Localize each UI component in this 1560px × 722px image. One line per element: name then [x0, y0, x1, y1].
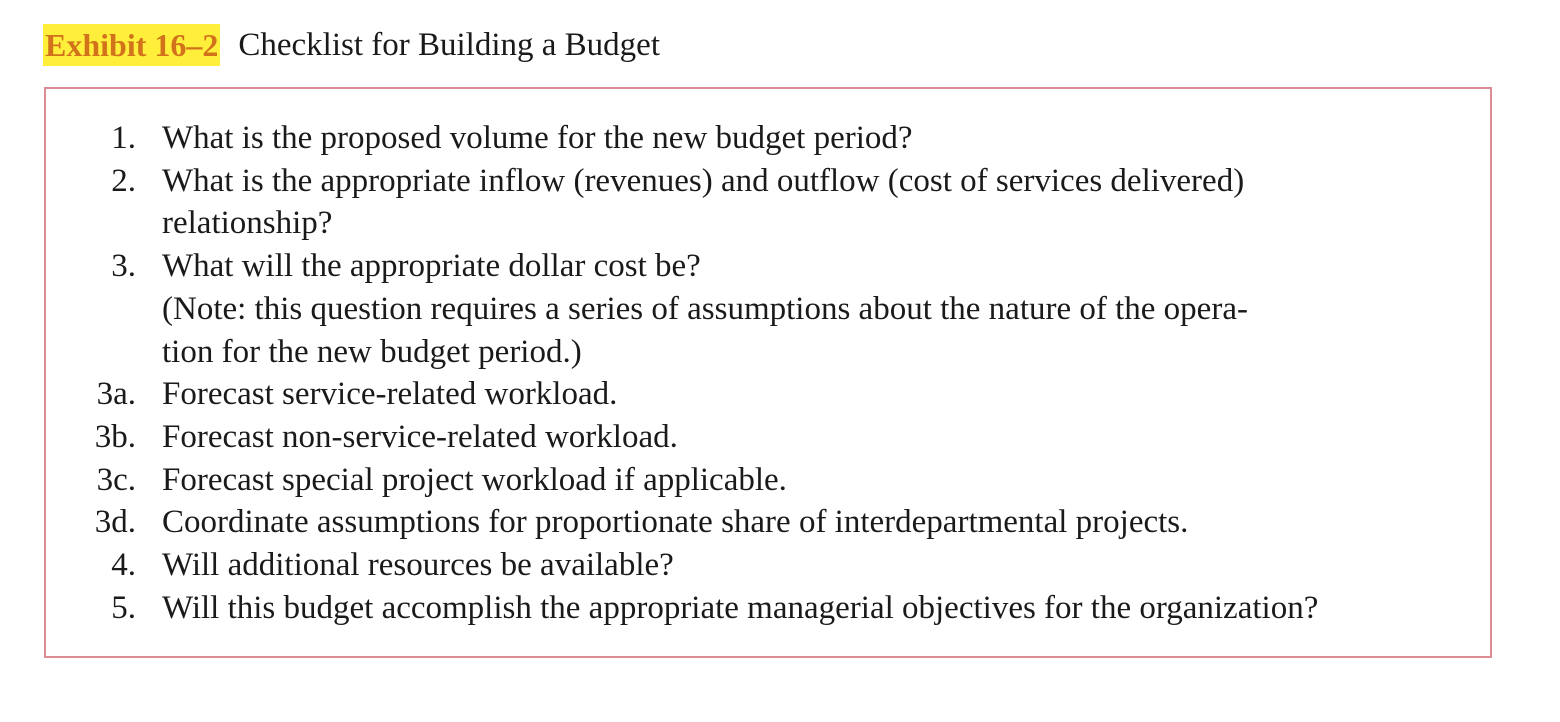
checklist-item	[46, 160, 1490, 245]
item-text-line: Will this budget accomplish the appropriate managerial objectives for the organization?	[162, 589, 1319, 626]
item-number: 3b.	[94, 418, 136, 455]
item-number: 3d.	[94, 504, 136, 541]
item-note-line: tion for the new budget period.)	[162, 333, 582, 370]
item-number: 3c.	[96, 461, 136, 498]
item-note-line: (Note: this question requires a series of assumptions about the nature of the opera-	[162, 290, 1248, 327]
item-text	[162, 501, 1472, 544]
item-number: 5.	[111, 589, 136, 626]
item-number: 3.	[111, 248, 136, 285]
checklist-item	[46, 501, 1490, 544]
item-text	[162, 544, 1472, 587]
item-number: 2.	[111, 162, 136, 199]
checklist-item	[46, 459, 1490, 502]
checklist-item	[46, 587, 1490, 630]
item-text-line: What is the proposed volume for the new budget period?	[162, 120, 913, 156]
item-text-line: Coordinate assumptions for proportionate share of interdepartmental projects.	[162, 504, 1189, 541]
item-text-line: What is the appropriate inflow (revenues) and outflow (cost of services delivered)	[162, 162, 1245, 199]
item-text	[162, 416, 1472, 459]
item-text	[162, 245, 1472, 373]
item-text	[162, 117, 1472, 160]
checklist-item	[46, 544, 1490, 587]
item-text-line: relationship?	[162, 205, 333, 242]
exhibit-label: Exhibit 16–2	[43, 24, 220, 66]
item-number: 1.	[111, 120, 136, 156]
item-number: 3a.	[96, 376, 136, 413]
item-text-line: What will the appropriate dollar cost be?	[162, 248, 701, 285]
item-text-line: Forecast non-service-related workload.	[162, 418, 678, 455]
item-text-line: Will additional resources be available?	[162, 547, 674, 584]
item-text	[162, 459, 1472, 502]
checklist-item	[46, 416, 1490, 459]
item-text	[162, 373, 1472, 416]
item-text-line: Forecast special project workload if applicable.	[162, 461, 787, 498]
checklist-item	[46, 373, 1490, 416]
checklist	[46, 117, 1490, 629]
item-text	[162, 587, 1472, 630]
checklist-box	[44, 87, 1492, 658]
item-text-line: Forecast service-related workload.	[162, 376, 618, 413]
exhibit-caption	[43, 22, 660, 68]
exhibit-title: Checklist for Building a Budget	[238, 27, 660, 63]
checklist-item	[46, 245, 1490, 373]
item-text	[162, 160, 1472, 245]
checklist-item	[46, 117, 1490, 160]
item-number: 4.	[111, 547, 136, 584]
